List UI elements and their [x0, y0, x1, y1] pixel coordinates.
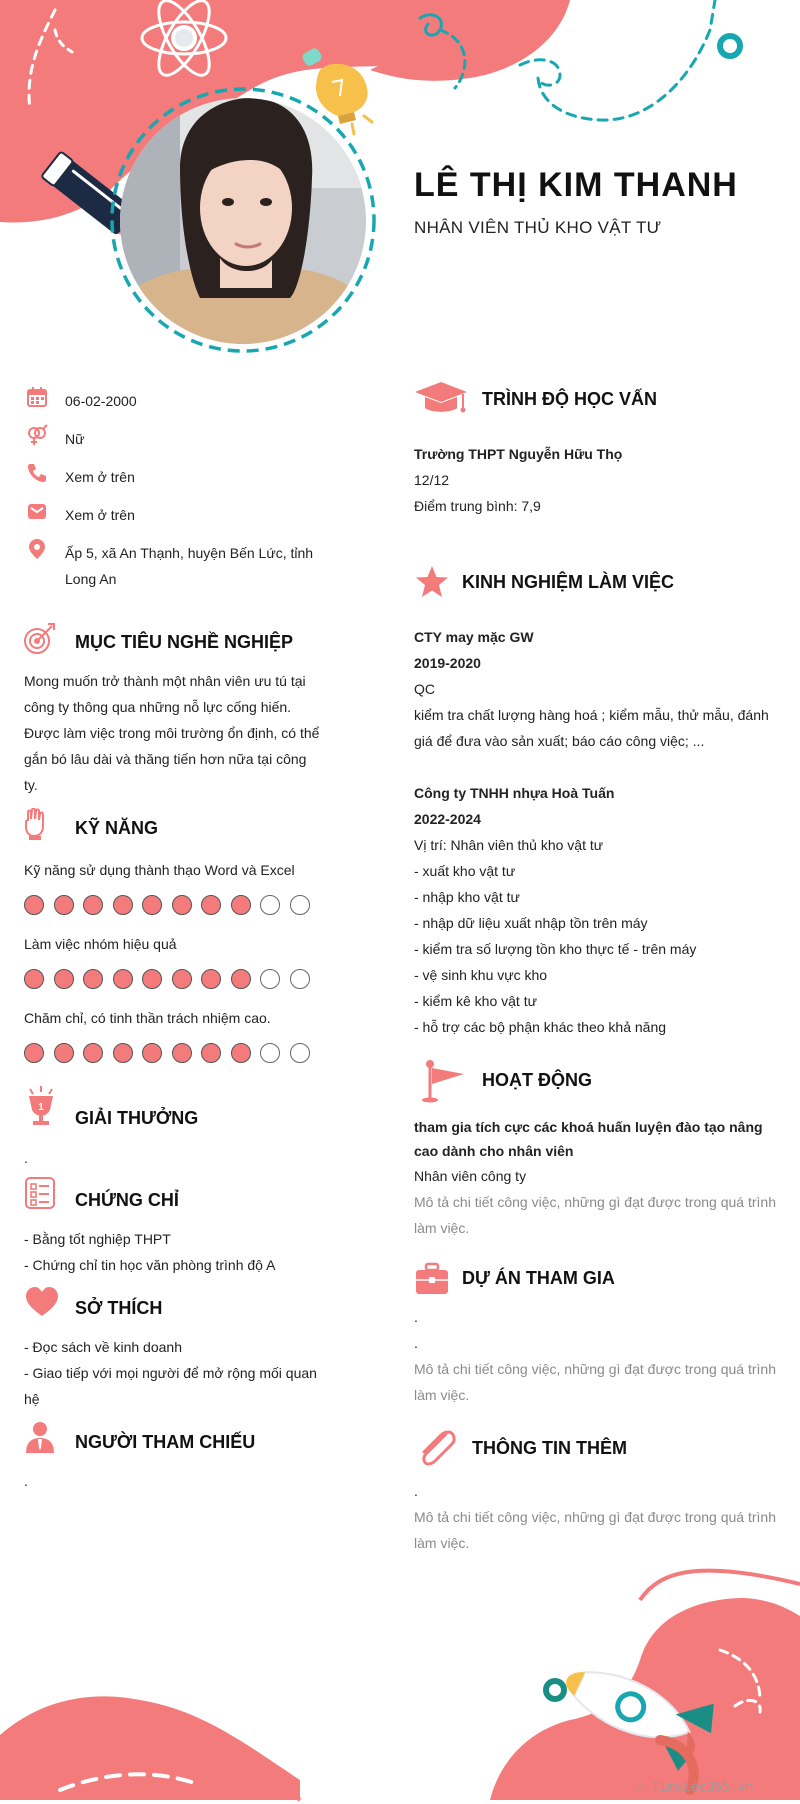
phone-icon [26, 462, 48, 484]
address-text: Ấp 5, xã An Thạnh, huyện Bến Lức, tỉnh Long An [65, 545, 314, 587]
hobby-item: - Đọc sách về kinh doanh [24, 1339, 182, 1355]
rating-dot-filled [113, 895, 133, 915]
awards-title: GIẢI THƯỞNG [75, 1108, 199, 1128]
objective-title: MỤC TIÊU NGHỀ NGHIỆP [75, 632, 294, 652]
rating-dot-empty [290, 1043, 310, 1063]
project-line: . [414, 1335, 418, 1351]
certificates-list [24, 1226, 324, 1278]
location-pin-icon [26, 538, 48, 560]
education-title: TRÌNH ĐỘ HỌC VẤN [482, 389, 657, 409]
activity-description: Mô tả chi tiết công việc, những gì đạt được trong quá trình làm việc. [414, 1194, 776, 1236]
paperclip-icon [416, 1428, 458, 1470]
rating-dot-filled [142, 969, 162, 989]
skill-rating [24, 1043, 314, 1067]
activity-heading: tham gia tích cực các khoá huấn luyện đào tạo nâng cao dành cho nhân viên [414, 1119, 763, 1159]
svg-text:1: 1 [38, 1102, 44, 1113]
references-title: NGƯỜI THAM CHIẾU [75, 1432, 256, 1452]
rating-dot-filled [201, 969, 221, 989]
graduation-cap-icon [413, 380, 469, 416]
job-position: QC [414, 681, 435, 697]
job-period: 2019-2020 [414, 655, 481, 671]
rating-dot-filled [24, 895, 44, 915]
skill-rating [24, 969, 314, 993]
school-name: Trường THPT Nguyễn Hữu Thọ [414, 446, 623, 462]
trophy-icon [24, 1086, 58, 1126]
rating-dot-filled [24, 1043, 44, 1063]
hobbies-title: SỞ THÍCH [75, 1298, 163, 1318]
calendar-icon [26, 386, 48, 408]
rating-dot-filled [172, 969, 192, 989]
certificate-item: - Chứng chỉ tin học văn phòng trình độ A [24, 1257, 276, 1273]
rating-dot-filled [201, 1043, 221, 1063]
rating-dot-filled [83, 969, 103, 989]
skill-label: Kỹ năng sử dụng thành thạo Word và Excel [24, 862, 295, 878]
rating-dot-filled [231, 895, 251, 915]
rating-dot-filled [113, 969, 133, 989]
bottom-left-blob [0, 1696, 300, 1800]
fist-icon [22, 808, 50, 840]
experience-job [414, 624, 776, 754]
job-company: CTY may mặc GW [414, 629, 534, 645]
rating-dot-filled [142, 1043, 162, 1063]
activity-role: Nhân viên công ty [414, 1168, 527, 1184]
watermark: ∴ Timviec365.vn [636, 1780, 754, 1795]
avatar [120, 98, 366, 344]
rating-dot-filled [142, 895, 162, 915]
job-title: NHÂN VIÊN THỦ KHO VẬT TƯ [414, 218, 662, 237]
rating-dot-empty [260, 969, 280, 989]
certificate-item: - Bằng tốt nghiệp THPT [24, 1231, 171, 1247]
education-block [414, 441, 774, 519]
job-description: kiểm tra chất lượng hàng hoá ; kiểm mẫu, thử mẫu, đánh giá để đưa vào sản xuất; báo cáo công việc; ... [414, 707, 769, 749]
rating-dot-filled [231, 969, 251, 989]
rating-dot-filled [231, 1043, 251, 1063]
job-duty: - xuất kho vật tư [414, 863, 516, 879]
job-duty: - kiểm kê kho vật tư [414, 993, 537, 1009]
rating-dot-filled [54, 1043, 74, 1063]
birthday-text: 06-02-2000 [65, 393, 137, 409]
job-duty: - kiểm tra số lượng tồn kho thực tế - trên máy [414, 941, 697, 957]
hobbies-list [24, 1334, 324, 1412]
email-icon [26, 500, 48, 522]
job-duty: - nhập dữ liệu xuất nhập tồn trên máy [414, 915, 648, 931]
rating-dot-filled [201, 895, 221, 915]
rating-dot-empty [260, 1043, 280, 1063]
experience-job [414, 780, 776, 1040]
rating-dot-filled [172, 895, 192, 915]
objective-text: Mong muốn trở thành một nhân viên ưu tú tại công ty thông qua những nỗ lực cống hiến. Được làm việc trong môi trường ổn định, có thể gắn bó lâu dài và thăng tiến hơn nữa tại công ty. [24, 673, 320, 793]
flag-icon [420, 1058, 466, 1104]
education-gpa: Điểm trung bình: 7,9 [414, 498, 541, 514]
job-period: 2022-2024 [414, 811, 481, 827]
awards-text: . [24, 1150, 28, 1166]
gender-text: Nữ [65, 431, 85, 447]
job-company: Công ty TNHH nhựa Hoà Tuấn [414, 785, 615, 801]
activities-block [414, 1115, 776, 1241]
additional-description: Mô tả chi tiết công việc, những gì đạt được trong quá trình làm việc. [414, 1509, 776, 1551]
skills-title: KỸ NĂNG [75, 818, 159, 838]
rating-dot-filled [83, 1043, 103, 1063]
gender-icon [26, 424, 48, 446]
rating-dot-empty [290, 969, 310, 989]
job-duty: - vệ sinh khu vực kho [414, 967, 548, 983]
heart-icon [24, 1286, 60, 1318]
candidate-name: LÊ THỊ KIM THANH [414, 166, 738, 204]
skill-rating [24, 895, 314, 919]
rating-dot-empty [260, 895, 280, 915]
additional-block [414, 1478, 776, 1556]
rating-dot-filled [54, 895, 74, 915]
additional-line: . [414, 1483, 418, 1499]
project-line: . [414, 1309, 418, 1325]
references-text: . [24, 1473, 28, 1489]
project-description: Mô tả chi tiết công việc, những gì đạt được trong quá trình làm việc. [414, 1361, 776, 1403]
additional-title: THÔNG TIN THÊM [472, 1438, 627, 1458]
skill-label: Làm việc nhóm hiệu quả [24, 936, 177, 952]
certificate-list-icon [24, 1176, 56, 1210]
target-icon [22, 622, 56, 656]
profile-photo [120, 98, 366, 344]
hobby-item: - Giao tiếp với mọi người để mở rộng mối quan hệ [24, 1365, 317, 1407]
job-duty: - hỗ trợ các bộ phận khác theo khả năng [414, 1019, 667, 1035]
job-position: Vị trí: Nhân viên thủ kho vật tư [414, 837, 604, 853]
skill-label: Chăm chỉ, có tinh thần trách nhiệm cao. [24, 1010, 271, 1026]
experience-title: KINH NGHIỆM LÀM VIỆC [462, 572, 675, 592]
phone-text: Xem ở trên [65, 469, 135, 485]
rating-dot-filled [113, 1043, 133, 1063]
rating-dot-filled [172, 1043, 192, 1063]
rating-dot-filled [83, 895, 103, 915]
rating-dot-filled [24, 969, 44, 989]
rating-dot-filled [54, 969, 74, 989]
certificates-title: CHỨNG CHỈ [75, 1190, 179, 1210]
rating-dot-empty [290, 895, 310, 915]
activities-title: HOẠT ĐỘNG [482, 1070, 592, 1090]
star-icon [414, 564, 450, 600]
education-grade: 12/12 [414, 472, 450, 488]
briefcase-icon [414, 1262, 450, 1296]
projects-block [414, 1304, 776, 1408]
projects-title: DỰ ÁN THAM GIA [462, 1268, 615, 1288]
person-icon [24, 1420, 56, 1454]
job-duty: - nhập kho vật tư [414, 889, 520, 905]
email-text: Xem ở trên [65, 507, 135, 523]
